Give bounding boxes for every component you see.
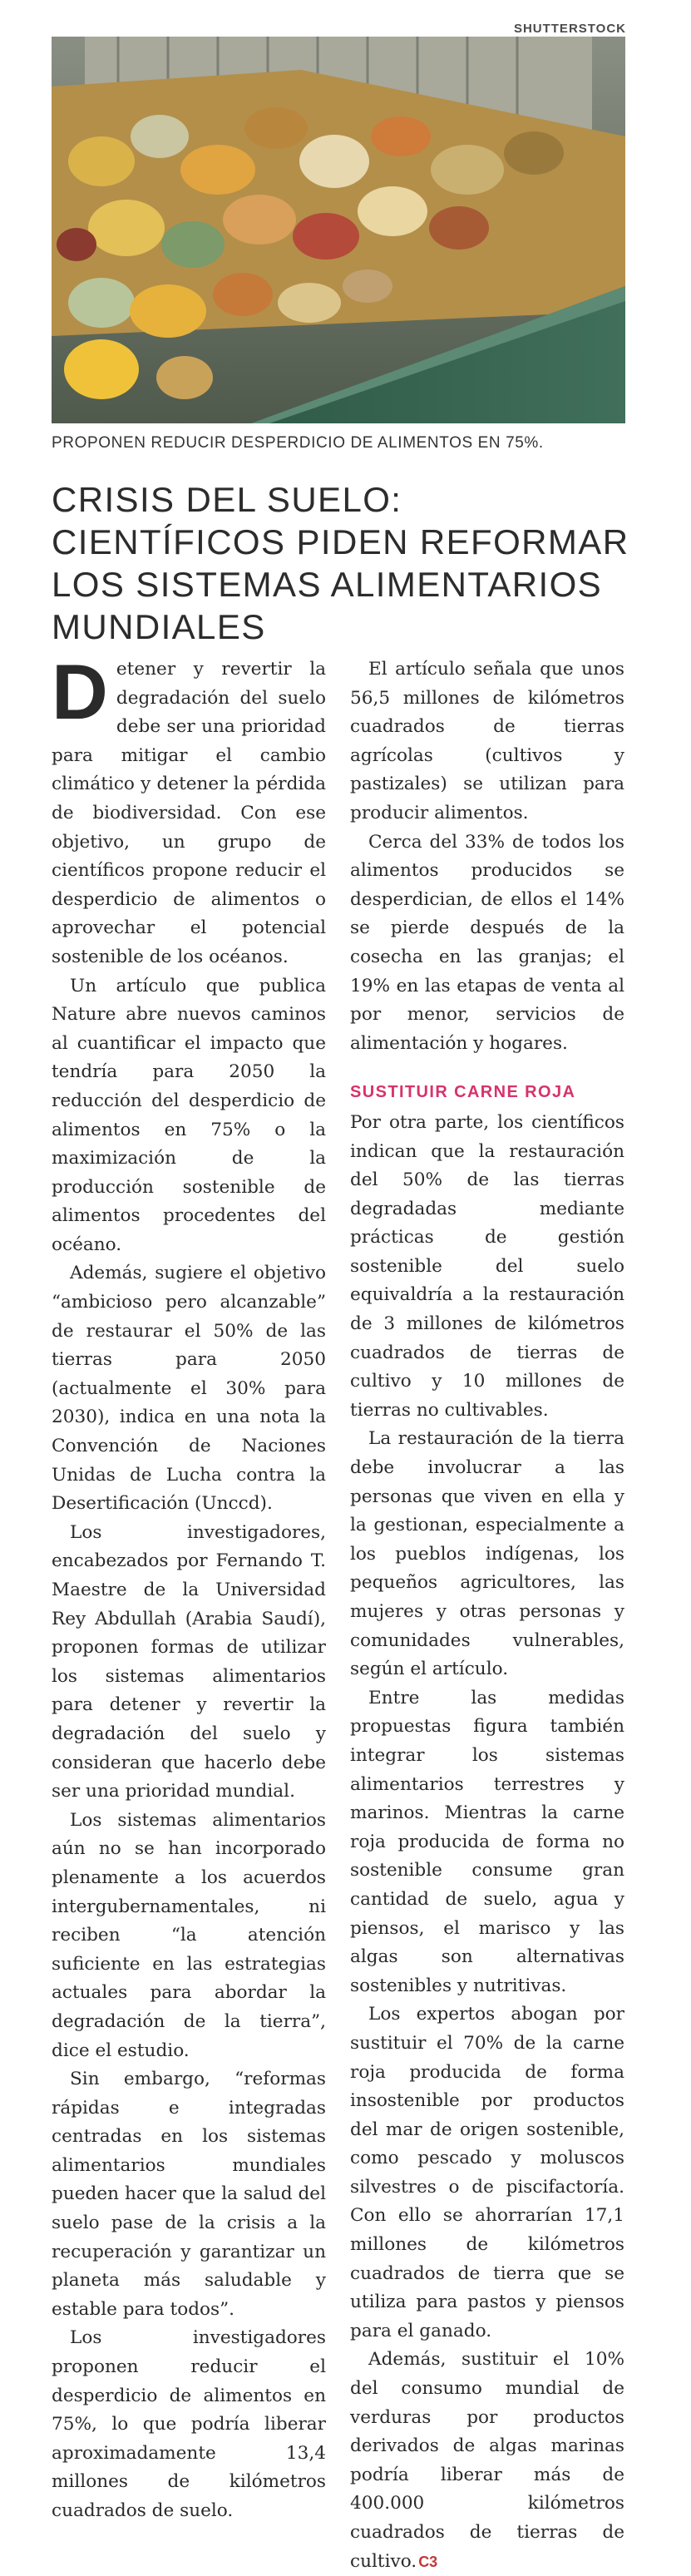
article-paragraph: El artículo señala que unos 56,5 millones de kilómetros cuadrados de tierras agrícolas (cultivos y pastizales) se utilizan para producir alimentos. [350,659,624,823]
article-paragraph: Un artículo que publica Nature abre nuevos caminos al cuantificar el impacto que tendría para 2050 la reducción del desperdicio de alimentos en 75% o la maximización de la producción sostenible de alimentos procedentes del océano. [52,975,326,1255]
food-waste-photo [52,37,625,423]
article-paragraph: Los investigadores proponen reducir el desperdicio de alimentos en 75%, lo que podría liberar aproximadamente 13,4 millones de kilómetros cuadrados de suelo. [52,2327,326,2521]
article-paragraph: Por otra parte, los científicos indican que la restauración del 50% de las tierras degradadas mediante prácticas de gestión sostenible del suelo equivaldría a la restauración de 3 millones de kilómetros cuadrados de tierras de cultivo y 10 millones de tierras no cultivables. [350,1111,624,1421]
photo-credit: SHUTTERSTOCK [513,22,626,36]
article-column-left [52,648,326,2526]
article-paragraph: Detener y revertir la degradación del suelo debe ser una prioridad para mitigar el cambio climático y detener la pérdida de biodiversidad. Con ese objetivo, un grupo de científicos propone reducir el desperdicio de alimentos o aprovechar el potencial sostenible de los océanos. [52,648,326,967]
article-paragraph: Además, sugiere el objetivo “ambicioso pero alcanzable” de restaurar el 50% de las tierras para 2050 (actualmente el 30% para 2030), indica en una nota la Convención de Naciones Unidas de Lucha contra la Desertificación (Unccd). [52,1263,326,1515]
article-column-right [350,655,624,2576]
article-paragraph: Además, sustituir el 10% del consumo mundial de verduras por productos derivados de algas marinas podría liberar más de 400.000 kilómetros cuadrados de tierras de cultivo. C3 [350,2349,624,2572]
article-paragraph: Los sistemas alimentarios aún no se han incorporado plenamente a los acuerdos intergubernamentales, ni reciben “la atención suficiente en las estrategias actuales para abordar la degradación de la tierra”, dice el estudio. [52,1809,326,2061]
photo-caption: PROPONEN REDUCIR DESPERDICIO DE ALIMENTOS EN 75%. [52,434,544,452]
article-paragraph: La restauración de la tierra debe involucrar a las personas que viven en ella y la gestionan, especialmente a los pueblos indígenas, los pequeños agricultores, las mujeres y otras personas y comunidades vulnerables, según el artículo. [350,1428,624,1680]
article-paragraph: Cerca del 33% de todos los alimentos producidos se desperdician, de ellos el 14% se pierde después de la cosecha en las granjas; el 19% en las etapas de venta al por menor, servicios de alimentación y hogares. [350,831,624,1054]
article-paragraph: Los expertos abogan por sustituir el 70% de la carne roja producida de forma insostenible por productos del mar de origen sostenible, como pescado y moluscos silvestres o de piscifactoría. Con ello se ahorrarían 17,1 millones de kilómetros cuadrados de tierra que se utiliza para pastos y piensos para el ganado. [350,2004,624,2341]
article-paragraph: Sin embargo, “reformas rápidas e integradas centradas en los sistemas alimentarios mundiales pueden hacer que la salud del suelo pase de la crisis a la recuperación y garantizar un planeta más saludable y estable para todos”. [52,2069,326,2320]
article-paragraph: Entre las medidas propuestas figura también integrar los sistemas alimentarios terrestres y marinos. Mientras la carne roja producida de forma no sostenible consume gran cantidad de suelo, agua y piensos, el marisco y las algas son alternativas sostenibles y nutritivas. [350,1687,624,1996]
section-subheading: SUSTITUIR CARNE ROJA [350,1083,576,1102]
article-paragraph: Los investigadores, encabezados por Fernando T. Maestre de la Universidad Rey Abdullah (Arabia Saudí), proponen formas de utilizar los sistemas alimentarios para detener y revertir la degradación del suelo y consideran que hacerlo debe ser una prioridad mundial. [52,1521,326,1802]
end-mark: C3 [418,2553,438,2570]
headline: CRISIS DEL SUELO: CIENTÍFICOS PIDEN REFORMAR LOS SISTEMAS ALIMENTARIOS MUNDIALES [52,480,629,646]
drop-cap: D [52,648,108,735]
